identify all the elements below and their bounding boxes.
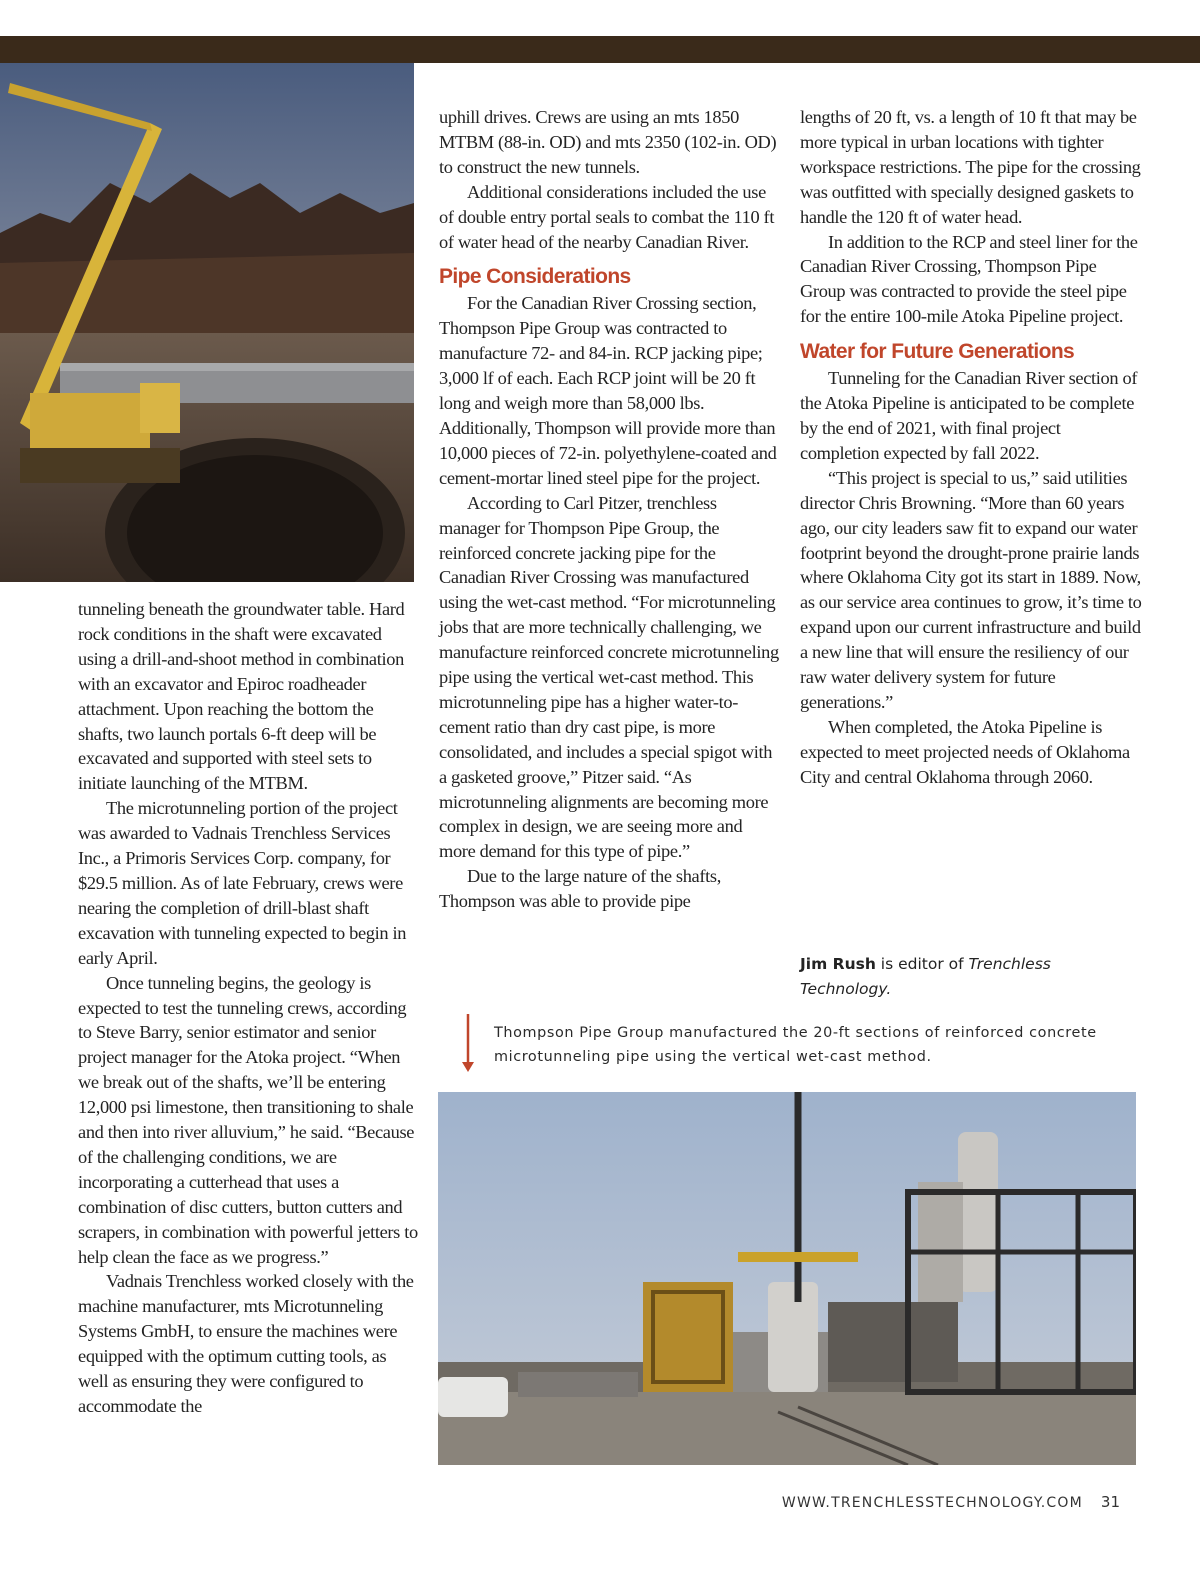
paragraph: In addition to the RCP and steel liner for the Canadian River Crossing, Thompson Pipe Group was contracted to provide the steel pipe for the entire 100-mile Atoka Pipeline project. <box>800 231 1138 327</box>
pipe-plant-photo <box>438 1092 1136 1465</box>
paragraph: Due to the large nature of the shafts, Thompson was able to provide pipe <box>439 866 721 912</box>
paragraph: When completed, the Atoka Pipeline is expected to meet projected needs of Oklahoma City and central Oklahoma through 2060. <box>800 716 1130 787</box>
paragraph: Vadnais Trenchless worked closely with the machine manufacturer, mts Microtunneling Systems GmbH, to ensure the machines were equipped with the optimum cutting tools, as well as ensuring they were configured to accommodate the <box>78 1271 414 1416</box>
paragraph: uphill drives. Crews are using an mts 1850 MTBM (88-in. OD) and mts 2350 (102-in. OD) to construct the new tunnels. <box>439 107 777 177</box>
paragraph: The microtunneling portion of the project was awarded to Vadnais Trenchless Services Inc., a Primoris Services Corp. company, for $29.5 million. As of late February, crews were nearing the completion of drill-blast shaft excavation with tunneling expected to begin in early April. <box>78 798 407 968</box>
paragraph: Once tunneling begins, the geology is expected to test the tunneling crews, according to Steve Barry, senior estimator and senior project manager for the Atoka project. “When we break out of the shafts, we’ll be entering 12,000 psi limestone, then transitioning to shale and then into river alluvium,” he said. “Because of the challenging conditions, we are incorporating a cutterhead that uses a combination of disc cutters, button cutters and scrapers, in combination with powerful jetters to help clean the face as we progress.” <box>78 972 418 1267</box>
column-left <box>78 597 418 1419</box>
caption-arrow-icon <box>458 1014 478 1074</box>
paragraph: “This project is special to us,” said utilities director Chris Browning. “More than 60 years ago, our city leaders saw fit to expand our water footprint beyond the drought-prone prairie lands where Oklahoma City got its start in 1889. Now, as our service area continues to grow, it’s time to expand upon our current infrastructure and build a new line that will ensure the resiliency of our raw water delivery system for future generations.” <box>800 467 1142 712</box>
crane-shaft-photo <box>0 63 414 582</box>
photo-caption: Thompson Pipe Group manufactured the 20-ft sections of reinforced concrete microtunneling pipe using the vertical wet-cast method. <box>494 1025 1097 1065</box>
byline-text: is editor of <box>875 955 969 973</box>
paragraph: Additional considerations included the use of double entry portal seals to combat the 110 ft of water head of the nearby Canadian River. <box>439 181 775 252</box>
page-footer <box>782 1493 1120 1511</box>
paragraph: For the Canadian River Crossing section, Thompson Pipe Group was contracted to manufacture 72- and 84-in. RCP jacking pipe; 3,000 lf of each. Each RCP joint will be 20 ft long and weigh more than 58,000 lbs. Additionally, Thompson will provide more than 10,000 pieces of 72-in. polyethylene-coated and cement-mortar lined steel pipe for the project. <box>439 293 777 488</box>
header-bar <box>0 36 1200 63</box>
publication-name: Trenchless Technology. <box>800 955 1051 998</box>
author-name: Jim Rush <box>800 955 876 973</box>
page-number: 31 <box>1100 1493 1120 1511</box>
section-heading-water: Water for Future Generations <box>800 340 1075 364</box>
author-byline <box>800 952 1100 1002</box>
column-middle <box>439 105 779 914</box>
paragraph: According to Carl Pitzer, trenchless manager for Thompson Pipe Group, the reinforced concrete jacking pipe for the Canadian River Crossing was manufactured using the wet-cast method. “For microtunneling jobs that are more technically challenging, we manufacture reinforced concrete microtunneling pipe using the vertical wet-cast method. This microtunneling pipe has a higher water-to-cement ratio than dry cast pipe, is more consolidated, and includes a special spigot with a gasketed groove,” Pitzer said. “As microtunneling alignments are becoming more complex in design, we are seeing more and more demand for this type of pipe.” <box>439 492 779 862</box>
website: WWW.TRENCHLESSTECHNOLOGY.COM <box>781 1495 1083 1511</box>
paragraph: lengths of 20 ft, vs. a length of 10 ft that may be more typical in urban locations with tighter workspace restrictions. The pipe for the crossing was outfitted with specially designed gaskets to handle the 120 ft of water head. <box>800 107 1141 227</box>
section-heading-pipe: Pipe Considerations <box>439 265 631 289</box>
column-right <box>800 105 1142 790</box>
paragraph: Tunneling for the Canadian River section of the Atoka Pipeline is anticipated to be complete by the end of 2021, with final project completion expected by fall 2022. <box>800 368 1138 463</box>
paragraph: tunneling beneath the groundwater table. Hard rock conditions in the shaft were excavated using a drill-and-shoot method in combination with an excavator and Epiroc roadheader attachment. Upon reaching the bottom the shafts, two launch portals 6-ft deep will be excavated and supported with steel sets to initiate launching of the MTBM. <box>78 599 405 794</box>
